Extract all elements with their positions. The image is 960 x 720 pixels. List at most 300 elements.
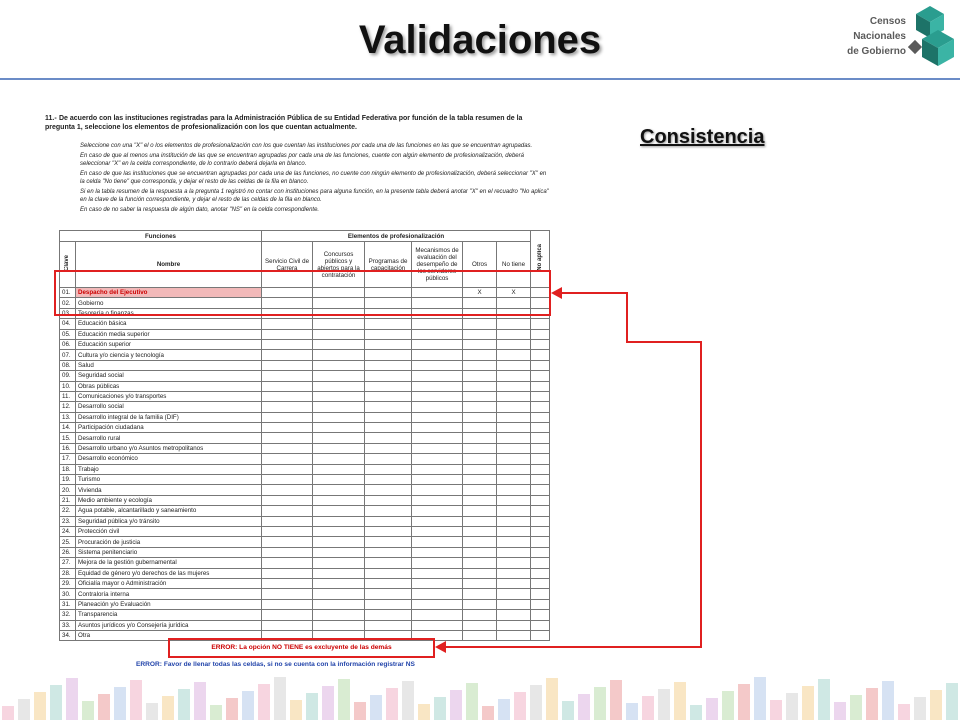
concursos-cell[interactable] xyxy=(313,485,365,495)
mecanismos-cell[interactable] xyxy=(412,371,463,381)
no-tiene-cell[interactable] xyxy=(497,599,531,609)
mecanismos-cell[interactable] xyxy=(412,506,463,516)
servicio-cell[interactable] xyxy=(262,391,313,401)
clave-cell: 09. xyxy=(60,371,76,381)
servicio-cell[interactable] xyxy=(262,620,313,630)
programas-cell[interactable] xyxy=(365,350,412,360)
no-tiene-cell[interactable] xyxy=(497,360,531,370)
concursos-cell[interactable] xyxy=(313,402,365,412)
concursos-cell[interactable] xyxy=(313,537,365,547)
servicio-cell[interactable] xyxy=(262,485,313,495)
decorative-block xyxy=(226,698,238,720)
servicio-cell[interactable] xyxy=(262,589,313,599)
question-number: 11.- xyxy=(45,115,57,122)
otros-cell[interactable] xyxy=(463,630,497,640)
no-aplica-cell[interactable] xyxy=(531,350,550,360)
decorative-block xyxy=(482,706,494,720)
mecanismos-cell[interactable] xyxy=(412,391,463,401)
servicio-cell[interactable] xyxy=(262,610,313,620)
no-aplica-cell[interactable] xyxy=(531,329,550,339)
mecanismos-cell[interactable] xyxy=(412,402,463,412)
servicio-cell[interactable] xyxy=(262,547,313,557)
programas-cell[interactable] xyxy=(365,319,412,329)
servicio-cell[interactable] xyxy=(262,319,313,329)
header-servicio-civil: Servicio Civil de Carrera xyxy=(262,242,313,288)
programas-cell[interactable] xyxy=(365,589,412,599)
concursos-cell[interactable] xyxy=(313,610,365,620)
otros-cell[interactable] xyxy=(463,443,497,453)
mecanismos-cell[interactable] xyxy=(412,568,463,578)
no-aplica-cell[interactable] xyxy=(531,319,550,329)
programas-cell[interactable] xyxy=(365,485,412,495)
programas-cell[interactable] xyxy=(365,391,412,401)
programas-cell[interactable] xyxy=(365,360,412,370)
no-aplica-cell[interactable] xyxy=(531,412,550,422)
no-aplica-cell[interactable] xyxy=(531,464,550,474)
no-tiene-cell[interactable] xyxy=(497,350,531,360)
otros-cell[interactable] xyxy=(463,547,497,557)
instruction-2: En caso de que al menos una institución de las que se encuentran agrupadas por cada una de las funciones, cuente con algún elemento de profesionalización, deberá seleccionar "X" en la celda correspondiente, de lo contrario deberá dejarla en blanco. xyxy=(80,153,524,167)
servicio-cell[interactable] xyxy=(262,360,313,370)
no-aplica-cell[interactable] xyxy=(531,360,550,370)
table-row xyxy=(60,568,550,578)
table-body xyxy=(60,288,550,641)
concursos-cell[interactable] xyxy=(313,516,365,526)
programas-cell[interactable] xyxy=(365,558,412,568)
decorative-block xyxy=(338,679,350,720)
programas-cell[interactable] xyxy=(365,495,412,505)
otros-cell[interactable] xyxy=(463,319,497,329)
nombre-cell: Equidad de género y/o derechos de las mujeres xyxy=(76,568,262,578)
concursos-cell[interactable] xyxy=(313,475,365,485)
decorative-footer-pattern xyxy=(0,672,960,720)
no-tiene-cell[interactable] xyxy=(497,319,531,329)
no-aplica-cell[interactable] xyxy=(531,610,550,620)
logo-text xyxy=(838,14,906,59)
programas-cell[interactable] xyxy=(365,433,412,443)
servicio-cell[interactable] xyxy=(262,329,313,339)
programas-cell[interactable] xyxy=(365,610,412,620)
programas-cell[interactable] xyxy=(365,578,412,588)
mecanismos-cell[interactable] xyxy=(412,329,463,339)
decorative-block xyxy=(882,681,894,720)
programas-cell[interactable] xyxy=(365,329,412,339)
no-aplica-cell[interactable] xyxy=(531,526,550,536)
otros-cell[interactable] xyxy=(463,578,497,588)
instruction-5: En caso de no saber la respuesta de algún dato, anotar "NS" en la celda correspondiente. xyxy=(80,207,320,213)
clave-cell: 16. xyxy=(60,443,76,453)
servicio-cell[interactable] xyxy=(262,423,313,433)
otros-cell[interactable] xyxy=(463,516,497,526)
no-tiene-cell[interactable] xyxy=(497,537,531,547)
programas-cell[interactable] xyxy=(365,402,412,412)
mecanismos-cell[interactable] xyxy=(412,526,463,536)
logo-line-3: de Gobierno xyxy=(847,46,906,57)
decorative-block xyxy=(274,677,286,720)
decorative-block xyxy=(162,696,174,720)
no-aplica-cell[interactable] xyxy=(531,620,550,630)
clave-cell: 13. xyxy=(60,412,76,422)
clave-cell: 01. xyxy=(60,288,76,298)
servicio-cell[interactable] xyxy=(262,443,313,453)
mecanismos-cell[interactable] xyxy=(412,350,463,360)
clave-cell: 27. xyxy=(60,558,76,568)
otros-cell[interactable] xyxy=(463,350,497,360)
concursos-cell[interactable] xyxy=(313,526,365,536)
programas-cell[interactable] xyxy=(365,412,412,422)
decorative-block xyxy=(770,700,782,720)
no-tiene-cell[interactable] xyxy=(497,391,531,401)
otros-cell[interactable] xyxy=(463,475,497,485)
concursos-cell[interactable] xyxy=(313,589,365,599)
mecanismos-cell[interactable] xyxy=(412,475,463,485)
programas-cell[interactable] xyxy=(365,454,412,464)
concursos-cell[interactable] xyxy=(313,371,365,381)
table-row xyxy=(60,610,550,620)
nombre-cell: Medio ambiente y ecología xyxy=(76,495,262,505)
servicio-cell[interactable] xyxy=(262,350,313,360)
no-tiene-cell[interactable] xyxy=(497,578,531,588)
nombre-cell: Educación superior xyxy=(76,339,262,349)
servicio-cell[interactable] xyxy=(262,506,313,516)
decorative-block xyxy=(674,682,686,720)
servicio-cell[interactable] xyxy=(262,558,313,568)
programas-cell[interactable] xyxy=(365,371,412,381)
table-row xyxy=(60,526,550,536)
mecanismos-cell[interactable] xyxy=(412,620,463,630)
no-aplica-cell[interactable] xyxy=(531,537,550,547)
no-aplica-cell[interactable] xyxy=(531,599,550,609)
otros-cell[interactable] xyxy=(463,464,497,474)
no-tiene-cell[interactable] xyxy=(497,339,531,349)
decorative-block xyxy=(898,704,910,720)
no-tiene-cell[interactable] xyxy=(497,526,531,536)
concursos-cell[interactable] xyxy=(313,506,365,516)
servicio-cell[interactable] xyxy=(262,578,313,588)
clave-cell: 06. xyxy=(60,339,76,349)
table-row xyxy=(60,371,550,381)
no-aplica-cell[interactable] xyxy=(531,381,550,391)
table-row xyxy=(60,620,550,630)
nombre-cell: Otra xyxy=(76,630,262,640)
concursos-cell[interactable] xyxy=(313,558,365,568)
programas-cell[interactable] xyxy=(365,506,412,516)
table-row xyxy=(60,558,550,568)
clave-cell: 17. xyxy=(60,454,76,464)
decorative-block xyxy=(2,706,14,720)
decorative-block xyxy=(914,697,926,720)
servicio-cell[interactable] xyxy=(262,568,313,578)
decorative-block xyxy=(82,701,94,720)
programas-cell[interactable] xyxy=(365,339,412,349)
no-aplica-cell[interactable] xyxy=(531,578,550,588)
no-aplica-cell[interactable] xyxy=(531,495,550,505)
no-aplica-cell[interactable] xyxy=(531,371,550,381)
concursos-cell[interactable] xyxy=(313,547,365,557)
decorative-block xyxy=(322,686,334,720)
arrow-to-error-icon xyxy=(435,641,446,653)
clave-cell: 26. xyxy=(60,547,76,557)
no-aplica-cell[interactable] xyxy=(531,558,550,568)
no-tiene-cell[interactable] xyxy=(497,402,531,412)
mecanismos-cell[interactable] xyxy=(412,412,463,422)
clave-cell: 33. xyxy=(60,620,76,630)
concursos-cell[interactable] xyxy=(313,360,365,370)
no-tiene-cell[interactable] xyxy=(497,589,531,599)
no-tiene-cell[interactable] xyxy=(497,558,531,568)
otros-cell[interactable] xyxy=(463,558,497,568)
mecanismos-cell[interactable] xyxy=(412,464,463,474)
mecanismos-cell[interactable] xyxy=(412,423,463,433)
servicio-cell[interactable] xyxy=(262,516,313,526)
programas-cell[interactable] xyxy=(365,516,412,526)
no-aplica-cell[interactable] xyxy=(531,630,550,640)
otros-cell[interactable] xyxy=(463,329,497,339)
no-tiene-cell[interactable] xyxy=(497,381,531,391)
servicio-cell[interactable] xyxy=(262,339,313,349)
mecanismos-cell[interactable] xyxy=(412,443,463,453)
nombre-cell: Desarrollo social xyxy=(76,402,262,412)
programas-cell[interactable] xyxy=(365,526,412,536)
decorative-block xyxy=(178,689,190,720)
instruction-3: En caso de que las instituciones que se encuentran agrupadas por cada una de las funciones, no cuente con ningún elemento de profesionalización, deberá seleccionar "X" en la celda "No tiene" que corresponda, y dejar el resto de las celdas de la fila en blanco. xyxy=(80,171,547,185)
header-otros: Otros xyxy=(463,242,497,288)
mecanismos-cell[interactable] xyxy=(412,319,463,329)
no-tiene-cell[interactable] xyxy=(497,516,531,526)
concursos-cell[interactable] xyxy=(313,599,365,609)
connector-line-mid xyxy=(626,341,702,343)
section-heading: Consistencia xyxy=(640,126,765,148)
no-tiene-cell[interactable] xyxy=(497,620,531,630)
nombre-cell: Participación ciudadana xyxy=(76,423,262,433)
programas-cell[interactable] xyxy=(365,620,412,630)
otros-cell[interactable] xyxy=(463,339,497,349)
servicio-cell[interactable] xyxy=(262,599,313,609)
no-aplica-cell[interactable] xyxy=(531,475,550,485)
concursos-cell[interactable] xyxy=(313,495,365,505)
no-tiene-cell[interactable]: X xyxy=(497,288,531,298)
no-tiene-cell[interactable] xyxy=(497,630,531,640)
no-aplica-cell[interactable] xyxy=(531,589,550,599)
decorative-block xyxy=(562,701,574,720)
mecanismos-cell[interactable] xyxy=(412,495,463,505)
mecanismos-cell[interactable] xyxy=(412,558,463,568)
mecanismos-cell[interactable] xyxy=(412,454,463,464)
otros-cell[interactable] xyxy=(463,485,497,495)
decorative-block xyxy=(594,687,606,720)
connector-line-vertical-1 xyxy=(626,292,628,343)
no-aplica-cell[interactable] xyxy=(531,547,550,557)
table-row xyxy=(60,391,550,401)
concursos-cell[interactable] xyxy=(313,454,365,464)
concursos-cell[interactable] xyxy=(313,319,365,329)
no-tiene-cell[interactable] xyxy=(497,485,531,495)
concursos-cell[interactable] xyxy=(313,568,365,578)
concursos-cell[interactable] xyxy=(313,423,365,433)
no-tiene-cell[interactable] xyxy=(497,495,531,505)
servicio-cell[interactable] xyxy=(262,464,313,474)
programas-cell[interactable] xyxy=(365,599,412,609)
no-aplica-cell[interactable] xyxy=(531,339,550,349)
concursos-cell[interactable] xyxy=(313,339,365,349)
servicio-cell[interactable] xyxy=(262,454,313,464)
clave-cell: 07. xyxy=(60,350,76,360)
mecanismos-cell[interactable] xyxy=(412,610,463,620)
nombre-cell: Procuración de justicia xyxy=(76,537,262,547)
title-divider xyxy=(0,78,960,80)
otros-cell[interactable] xyxy=(463,360,497,370)
programas-cell[interactable] xyxy=(365,537,412,547)
no-tiene-cell[interactable] xyxy=(497,433,531,443)
concursos-cell[interactable] xyxy=(313,443,365,453)
no-aplica-cell[interactable] xyxy=(531,485,550,495)
mecanismos-cell[interactable] xyxy=(412,339,463,349)
servicio-cell[interactable] xyxy=(262,537,313,547)
otros-cell[interactable] xyxy=(463,568,497,578)
decorative-block xyxy=(706,698,718,720)
mecanismos-cell[interactable] xyxy=(412,516,463,526)
otros-cell[interactable] xyxy=(463,381,497,391)
clave-cell: 08. xyxy=(60,360,76,370)
no-aplica-cell[interactable] xyxy=(531,433,550,443)
otros-cell[interactable] xyxy=(463,599,497,609)
nombre-cell: Cultura y/o ciencia y tecnología xyxy=(76,350,262,360)
no-aplica-cell[interactable] xyxy=(531,454,550,464)
clave-cell: 11. xyxy=(60,391,76,401)
nombre-cell: Desarrollo urbano y/o Asuntos metropolitanos xyxy=(76,443,262,453)
servicio-cell[interactable] xyxy=(262,402,313,412)
table-row xyxy=(60,506,550,516)
decorative-block xyxy=(98,694,110,720)
no-tiene-cell[interactable] xyxy=(497,371,531,381)
mecanismos-cell[interactable] xyxy=(412,599,463,609)
mecanismos-cell[interactable] xyxy=(412,485,463,495)
table-row xyxy=(60,443,550,453)
programas-cell[interactable] xyxy=(365,475,412,485)
otros-cell[interactable] xyxy=(463,412,497,422)
servicio-cell[interactable] xyxy=(262,475,313,485)
table-row xyxy=(60,599,550,609)
nombre-cell: Obras públicas xyxy=(76,381,262,391)
otros-cell[interactable] xyxy=(463,537,497,547)
no-tiene-cell[interactable] xyxy=(497,329,531,339)
servicio-cell[interactable] xyxy=(262,371,313,381)
nombre-cell: Turismo xyxy=(76,475,262,485)
decorative-block xyxy=(930,690,942,720)
programas-cell[interactable] xyxy=(365,568,412,578)
no-tiene-cell[interactable] xyxy=(497,454,531,464)
no-tiene-cell[interactable] xyxy=(497,475,531,485)
otros-cell[interactable] xyxy=(463,454,497,464)
no-tiene-cell[interactable] xyxy=(497,412,531,422)
table-row xyxy=(60,402,550,412)
no-aplica-cell[interactable] xyxy=(531,568,550,578)
decorative-block xyxy=(114,687,126,720)
otros-cell[interactable]: X xyxy=(463,288,497,298)
decorative-block xyxy=(578,694,590,720)
decorative-block xyxy=(786,693,798,720)
no-tiene-cell[interactable] xyxy=(497,568,531,578)
otros-cell[interactable] xyxy=(463,620,497,630)
servicio-cell[interactable] xyxy=(262,412,313,422)
mecanismos-cell[interactable] xyxy=(412,537,463,547)
clave-cell: 20. xyxy=(60,485,76,495)
concursos-cell[interactable] xyxy=(313,620,365,630)
servicio-cell[interactable] xyxy=(262,526,313,536)
nombre-cell: Despacho del Ejecutivo xyxy=(76,288,262,298)
concursos-cell[interactable] xyxy=(313,433,365,443)
connector-line-top xyxy=(560,292,628,294)
programas-cell[interactable] xyxy=(365,547,412,557)
otros-cell[interactable] xyxy=(463,402,497,412)
servicio-cell[interactable] xyxy=(262,381,313,391)
no-aplica-cell[interactable] xyxy=(531,506,550,516)
concursos-cell[interactable] xyxy=(313,412,365,422)
otros-cell[interactable] xyxy=(463,526,497,536)
no-tiene-cell[interactable] xyxy=(497,610,531,620)
otros-cell[interactable] xyxy=(463,371,497,381)
otros-cell[interactable] xyxy=(463,423,497,433)
concursos-cell[interactable] xyxy=(313,391,365,401)
no-aplica-cell[interactable] xyxy=(531,402,550,412)
mecanismos-cell[interactable] xyxy=(412,433,463,443)
mecanismos-cell[interactable] xyxy=(412,547,463,557)
header-funciones: Funciones xyxy=(60,231,262,242)
nombre-cell: Seguridad social xyxy=(76,371,262,381)
decorative-block xyxy=(610,680,622,720)
otros-cell[interactable] xyxy=(463,506,497,516)
header-no-tiene: No tiene xyxy=(497,242,531,288)
concursos-cell[interactable] xyxy=(313,381,365,391)
table-row xyxy=(60,319,550,329)
decorative-block xyxy=(946,683,958,720)
otros-cell[interactable] xyxy=(463,433,497,443)
servicio-cell[interactable] xyxy=(262,495,313,505)
no-aplica-cell[interactable] xyxy=(531,423,550,433)
otros-cell[interactable] xyxy=(463,495,497,505)
programas-cell[interactable] xyxy=(365,464,412,474)
concursos-cell[interactable] xyxy=(313,350,365,360)
concursos-cell[interactable] xyxy=(313,578,365,588)
nombre-cell: Educación media superior xyxy=(76,329,262,339)
no-tiene-cell[interactable] xyxy=(497,423,531,433)
no-tiene-cell[interactable] xyxy=(497,464,531,474)
servicio-cell[interactable] xyxy=(262,433,313,443)
mecanismos-cell[interactable] xyxy=(412,360,463,370)
programas-cell[interactable] xyxy=(365,381,412,391)
otros-cell[interactable] xyxy=(463,391,497,401)
programas-cell[interactable] xyxy=(365,423,412,433)
concursos-cell[interactable] xyxy=(313,329,365,339)
decorative-block xyxy=(18,699,30,720)
mecanismos-cell[interactable] xyxy=(412,381,463,391)
no-aplica-cell[interactable] xyxy=(531,443,550,453)
instruction-4: Si en la tabla resumen de la respuesta a la pregunta 1 registró no contar con instituciones para alguna función, en la presente tabla deberá anotar "X" en el recuadro "No aplica" en la clave de la función correspondiente, y dejar el resto de las celdas de la fila en blanco. xyxy=(80,189,549,203)
concursos-cell[interactable] xyxy=(313,464,365,474)
no-tiene-cell[interactable] xyxy=(497,443,531,453)
table-row xyxy=(60,381,550,391)
otros-cell[interactable] xyxy=(463,610,497,620)
no-tiene-cell[interactable] xyxy=(497,547,531,557)
no-tiene-cell[interactable] xyxy=(497,506,531,516)
mecanismos-cell[interactable] xyxy=(412,589,463,599)
decorative-block xyxy=(290,700,302,720)
mecanismos-cell[interactable] xyxy=(412,578,463,588)
no-aplica-cell[interactable] xyxy=(531,391,550,401)
no-aplica-cell[interactable] xyxy=(531,516,550,526)
otros-cell[interactable] xyxy=(463,589,497,599)
programas-cell[interactable] xyxy=(365,443,412,453)
